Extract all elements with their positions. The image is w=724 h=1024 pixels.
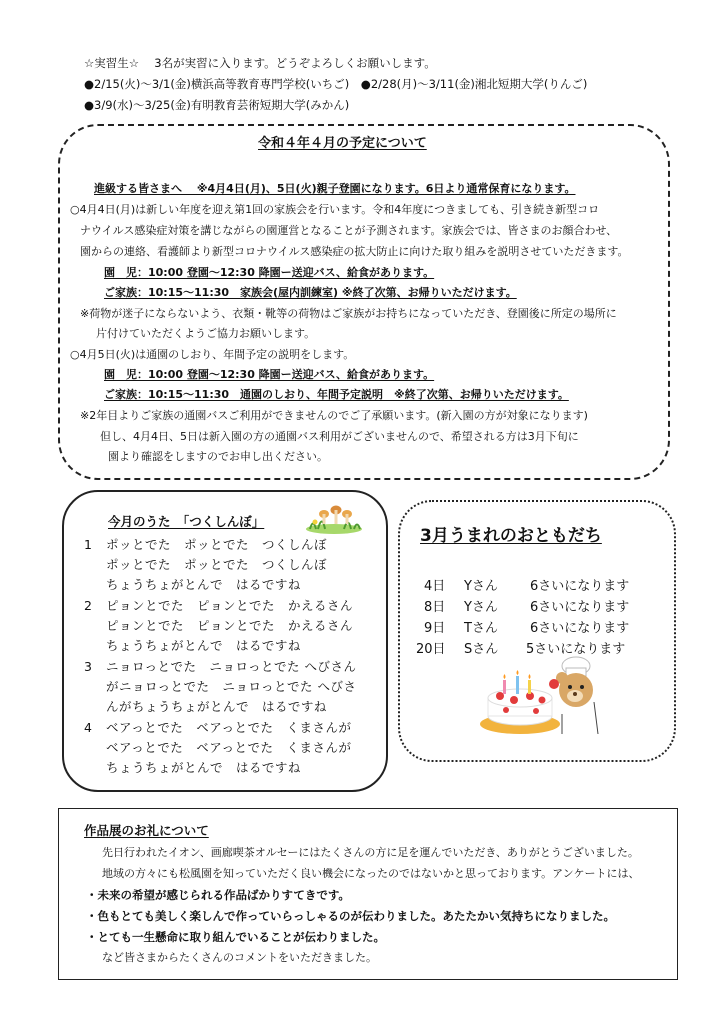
song-line: ちょうちょがとんで はるですね xyxy=(106,638,301,653)
day1-child-schedule: 園 児：10:00 登園～12:30 降園ー送迎バス、給食があります。 xyxy=(104,266,435,279)
exhibit-quote-2: ・色もとても美しく楽しんで作っていらっしゃるのが伝わりました。あたたかい気持ちになりました。 xyxy=(86,909,615,923)
exhibit-line-3: など皆さまからたくさんのコメントをいただきました。 xyxy=(102,951,377,964)
song-line: ニョロっとでた ニョロっとでた へびさん xyxy=(106,659,357,674)
birthday-date: 8日 xyxy=(424,600,446,615)
april-p2: ○4月5日(火)は通園のしおり、年間予定の説明をします。 xyxy=(70,348,355,361)
birthday-name: Sさん xyxy=(464,642,499,657)
mushroom-grass-icon xyxy=(304,502,364,534)
birthday-date: 20日 xyxy=(416,642,446,657)
day2-child-schedule: 園 児：10:00 登園～12:30 降園ー送迎バス、給食があります。 xyxy=(104,368,435,381)
april-p1-line-1: ○4月4日(月)は新しい年度を迎え第1回の家族会を行います。令和4年度につきましても、引き続き新型コロ xyxy=(70,203,600,216)
exhibit-line-1: 先日行われたイオン、画廊喫茶オルセーにはたくさんの方に足を運んでいただき、ありがとうございました。 xyxy=(102,846,639,859)
song-line: ピョンとでた ピョンとでた かえるさん xyxy=(106,618,354,633)
bus-note-line-3: 園より確認をしますのでお申し出ください。 xyxy=(108,450,328,463)
verse-number: 4 xyxy=(84,720,93,735)
april-note-heading: 進級する皆さまへ ※4月4日(月)、5日(火)親子登園になります。6日より通常保育になります。 xyxy=(94,182,576,195)
song-line: ポッとでた ポッとでた つくしんぼ xyxy=(106,537,328,552)
song-line: ちょうちょがとんで はるですね xyxy=(106,577,301,592)
luggage-note-line-1: ※荷物が迷子にならないよう、衣類・靴等の荷物はご家族がお持ちになっていただき、登園後に所定の場所に xyxy=(80,307,617,320)
birthday-date: 4日 xyxy=(424,579,446,594)
april-p1-line-2: ナウイルス感染症対策を講じながらの園運営となることが予測されます。家族会では、皆さまのお顔合わせ、 xyxy=(80,224,618,237)
birthday-age: 6さいになります xyxy=(530,579,630,594)
april-p1-line-3: 園からの連絡、看護師より新型コロナウイルス感染症の拡大防止に向けた取り組みを説明させていただきます。 xyxy=(80,245,629,258)
song-line: ちょうちょがとんで はるですね xyxy=(106,760,301,775)
song-line: ポッとでた ポッとでた つくしんぼ xyxy=(106,557,328,572)
birthday-date: 9日 xyxy=(424,621,446,636)
verse-number: 1 xyxy=(84,537,93,552)
birthday-title: 3月うまれのおともだち xyxy=(420,526,602,546)
day1-family-schedule: ご家族：10:15～11:30 家族会(屋内訓練室) ※終了次第、お帰りいただけます。 xyxy=(104,286,517,299)
song-line: ベアっとでた ベアっとでた くまさんが xyxy=(106,740,352,755)
exhibit-line-2: 地域の方々にも松風園を知っていただく良い機会になったのではないかと思っております。アンケートには、 xyxy=(102,867,640,880)
intern-line-2: ●2/15(火)～3/1(金)横浜高等教育専門学校(いちご) ●2/28(月)～3/11(金)湘北短期大学(りんご) xyxy=(84,77,588,91)
intern-line-3: ●3/9(水)～3/25(金)有明教育芸術短期大学(みかん) xyxy=(84,98,350,112)
bus-note-line-1: ※2年目よりご家族の通園バスご利用ができませんのでご了承願います。(新入園の方が対象になります) xyxy=(80,409,588,422)
exhibit-quote-3: ・とても一生懸命に取り組んでいることが伝わりました。 xyxy=(86,930,385,944)
intern-line-1: ☆実習生☆ 3名が実習に入ります。どうぞよろしくお願いします。 xyxy=(84,56,436,70)
day2-family-schedule: ご家族：10:15～11:30 通園のしおり、年間予定説明 ※終了次第、お帰りいただけます。 xyxy=(104,388,569,401)
song-line: ピョンとでた ピョンとでた かえるさん xyxy=(106,598,354,613)
luggage-note-line-2: 片付けていただくようご協力お願いします。 xyxy=(96,327,316,340)
birthday-age: 6さいになります xyxy=(530,600,630,615)
verse-number: 2 xyxy=(84,598,93,613)
april-title: 令和４年４月の予定について xyxy=(258,136,427,151)
song-line: がニョロっとでた ニョロっとでた へびさ xyxy=(106,679,357,694)
april-schedule-box xyxy=(58,124,670,480)
birthday-age: 5さいになります xyxy=(526,642,626,657)
exhibit-title: 作品展のお礼について xyxy=(84,823,209,838)
bus-note-line-2: 但し、4月4日、5日は新入園の方の通園バス利用がございませんので、希望される方は3月下旬に xyxy=(100,430,579,443)
song-line: んがちょうちょがとんで はるですね xyxy=(106,699,327,714)
song-title: 今月のうた 「つくしんぼ」 xyxy=(108,514,265,529)
birthday-name: Yさん xyxy=(464,579,498,594)
exhibit-quote-1: ・未来の希望が感じられる作品ばかりすてきです。 xyxy=(86,888,350,902)
song-line: ベアっとでた ベアっとでた くまさんが xyxy=(106,720,352,735)
birthday-name: Yさん xyxy=(464,600,498,615)
birthday-name: Tさん xyxy=(464,621,498,636)
verse-number: 3 xyxy=(84,659,93,674)
birthday-cake-bear-icon xyxy=(478,654,608,744)
birthday-age: 6さいになります xyxy=(530,621,630,636)
